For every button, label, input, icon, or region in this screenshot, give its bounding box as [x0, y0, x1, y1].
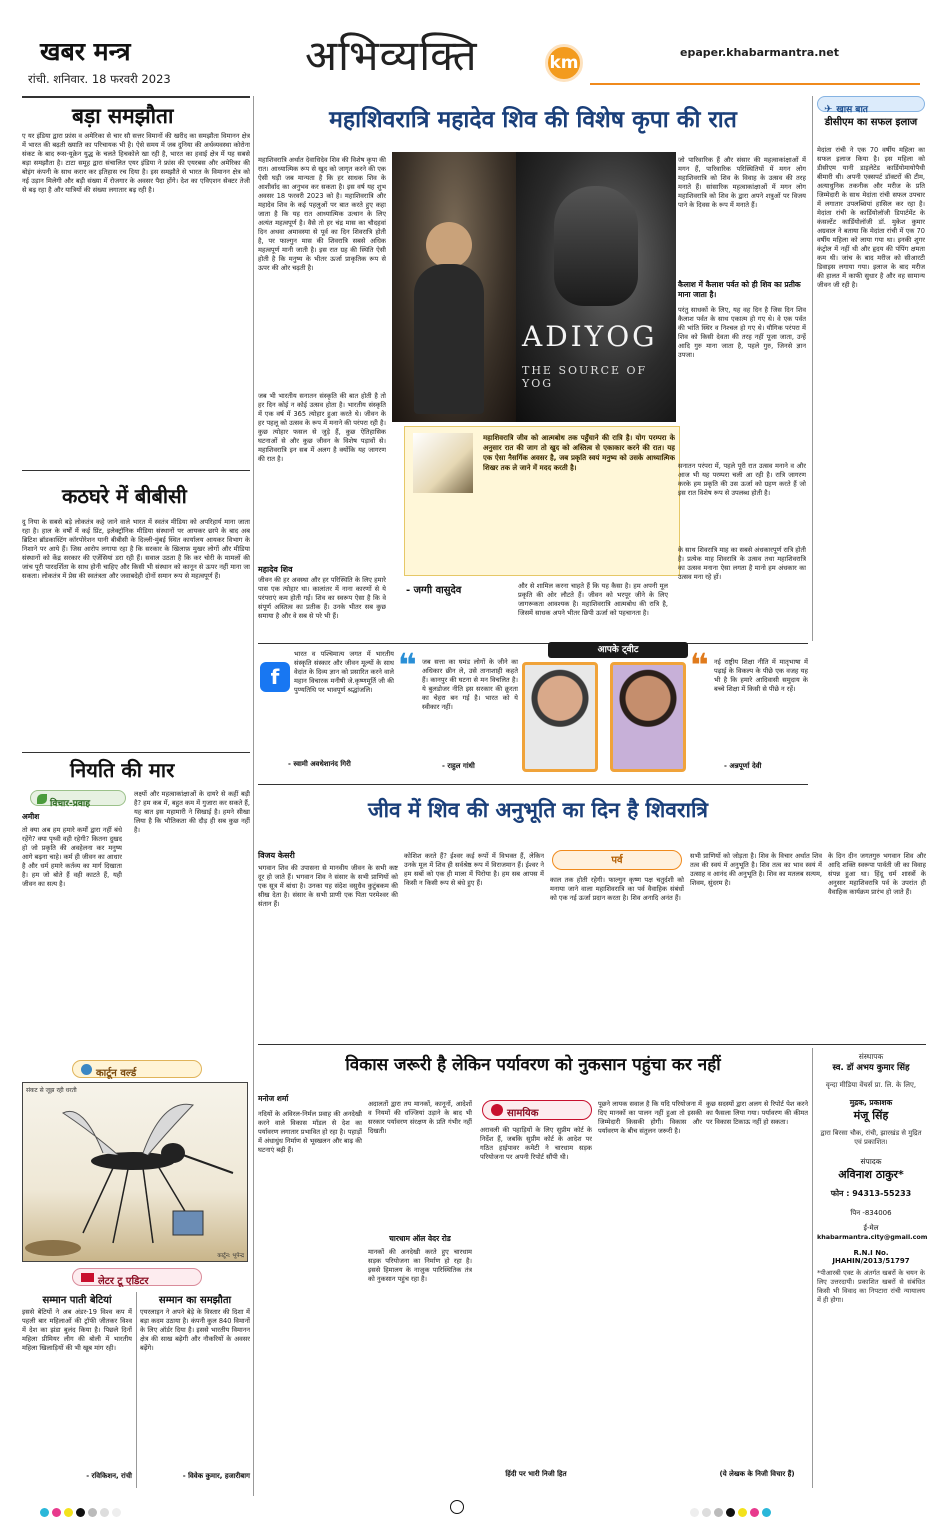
social-quote: नई राष्ट्रीय शिक्षा नीति में मातृभाषा में पढ़ाई के विकल्प के पीछे एक वजह यह भी है कि हमारे आदिवासी समुदाय के बच्चे शिक्षा में किसी से पीछे न रहें।	[714, 658, 808, 693]
lead-column: जब भी भारतीय सनातन संस्कृति की बात होती है तो हर दिन कोई न कोई उत्सव होता है। भारतीय संस्कृति में एक वर्ष में 365 त्योहार हुआ करते थे। जीवन के हर पहलू को उत्सव के रूप में मनाने की परंपरा रही है। कुछ त्योहार फसल से जुड़े हैं, कुछ ऐतिहासिक घटनाओं से और कुछ जीवन के विशेष पड़ावों से। महाशिवरात्रि इन सब में अलग है क्योंकि यह जागरण की रात है।	[258, 392, 386, 463]
third-footline: हिंदी पर भारी निजी हित	[505, 1470, 567, 1478]
airplane-icon: ✈	[824, 104, 833, 115]
imprint-line: अविनाश ठाकुर*	[838, 1168, 904, 1181]
second-column: काल तक होती रहेगी। फाल्गुन कृष्ण पक्ष चतुर्दशी को मनाया जाने वाला महाशिवरात्रि का पर्व वैवाहिक संबंधों को एक नई ऊर्जा प्रदान करता है। शिव अनादि अनंत हैं।	[550, 876, 684, 902]
rule	[22, 96, 250, 98]
photo-text: THE SOURCE OF YOG	[522, 364, 648, 390]
letter-author: - रविकिशन, रांची	[86, 1472, 132, 1480]
social-quote: जब सत्ता का घमंड लोगों के जीने का अधिकार छीन ले, उसे तानाशाही कहते हैं। कानपुर की घटना से मन विचलित है। ये बुलडोजर नीति इस सरकार की क्रूरता का चेहरा बन गई है। भारत को ये स्वीकार नहीं।	[422, 658, 518, 711]
second-story	[258, 788, 926, 1038]
social-quote-author: - स्वामी अवधेशानंद गिरी	[288, 760, 351, 768]
third-subhead: चारधाम ऑल वेदर रोड	[389, 1234, 451, 1243]
letter-body: इससे बेटियों ने अब अंडर-19 विश्व कप में पहली बार महिलाओं की ट्रॉफी जीतकर विश्व में देश का झंडा बुलंद किया है। पिछले दिनों महिला प्रीमियर लीग की बोली में भारतीय महिला खिलाड़ियों की भी खूब मांग रही।	[22, 1308, 132, 1352]
imprint-line: *पीआरबी एक्ट के अंतर्गत खबरों के चयन के लिए उत्तरदायी। प्रकाशित खबरों से संबंधित किसी भी विवाद का निपटारा रांची न्यायालय में ही होगा।	[817, 1269, 925, 1304]
imprint-line: मुद्रक, प्रकाशक	[849, 1098, 893, 1107]
lead-column: के साथ शिवरात्रि माह का सबसे अंधकारपूर्ण रात्रि होती है। प्रत्येक माह शिवरात्रि के उत्सव तथा महाशिवरात्रि का उत्सव मनाना ऐसा लगता है मानो हम अंधकार का उत्सव मना रहे हों।	[678, 546, 806, 581]
lead-column: जीवन की हर अवस्था और हर परिस्थिति के लिए हमारे पास एक त्योहार था। कालांतर में नाना कारणों से ये परंपराएं कम होती गईं। शिव का स्वरूप ऐसा है कि वे संपूर्ण अस्तित्व का प्रतीक हैं। उनके भीतर सब कुछ समाया है और वे सब से परे भी हैं।	[258, 576, 386, 620]
khaas-label: खास बात	[836, 105, 868, 115]
samayik-label: सामयिक	[507, 1108, 539, 1119]
masthead	[0, 0, 945, 96]
lead-column: सनातन परंपरा में, पहले पूरी रात उत्सव मनाने व और आज भी यह परम्परा चली आ रही है। रात्रि जागरण करके हम प्रकृति की उस ऊर्जा को ग्रहण करते हैं जो इस रात विशेष रूप से उपलब्ध होती है।	[678, 462, 806, 497]
imprint-line: संपादक	[860, 1157, 882, 1166]
lead-column: महाशिवरात्रि अर्थात देवाधिदेव शिव की विशेष कृपा की रात। आध्यात्मिक रूप से खुद को जागृत करने की एक ऐसी घड़ी जब मान्यता है कि हर साधक शिव के आशीर्वाद का अनुभव कर सकता है। इस वर्ष यह शुभ अवसर 18 फरवरी 2023 को है। महाशिवरात्रि और महादेव शिव के कई पहलुओं पर बात करते हुए कहा जाता है कि यह रात आध्यात्मिक उत्थान के लिए अत्यंत महत्वपूर्ण है। वैसे तो हर चंद्र मास का चौदहवां दिन अथवा अमावस्या से पूर्व का दिन शिवरात्रि होती है, पर फाल्गुन मास की शिवरात्रि सबसे अधिक महत्वपूर्ण मानी जाती है। इस रात ग्रह की स्थिति ऐसी होती है कि मनुष्य के भीतर ऊर्जा प्राकृतिक रूप से ऊपर की ओर चढ़ती है।	[258, 156, 386, 272]
khaas-baat	[817, 96, 925, 656]
avatar	[522, 662, 598, 772]
quote-mark-icon: ❝	[398, 646, 417, 684]
adiyogi-face	[554, 186, 638, 306]
social-quote: भारत व पश्चिमात्य जगत में भारतीय संस्कृति संस्कार और जीवन मूल्यों के साथ वेदांत के दिव्य ज्ञान को प्रसारित करने वाले महान विचारक मनीषी जे.कृष्णमूर्ति जी की पुण्यतिथि पर भावपूर्ण श्रद्धांजलि।	[294, 650, 394, 694]
third-column: अदालतों द्वारा तय मानकों, कानूनों, आदेशों व नियमों की धज्जियां उड़ाने के बाद भी सरकार पर्यावरण संरक्षण के प्रति गंभीर नहीं दिखती।	[368, 1100, 472, 1135]
section-title: अभिव्यक्ति	[305, 31, 478, 80]
rule	[22, 752, 250, 753]
rule	[258, 1044, 926, 1045]
lead-byline: - जग्गी वासुदेव	[406, 585, 462, 596]
second-column: सभी प्राणियों को जोड़ता है। शिव के विचार अर्थात शिव तत्व की स्वयं में अनुभूति है। शिव तत्व का भाव स्वयं में उत्साह व आनंद की अनुभूति है। शिव का मतलब सत्यम, शिवम, सुंदरम है।	[690, 852, 822, 887]
editorial-column	[22, 96, 250, 1506]
social-strip	[258, 645, 808, 780]
envelope-icon	[81, 1273, 94, 1282]
avatar	[610, 662, 686, 772]
imprint-email[interactable]: khabarmantra.city@gmail.com	[817, 1233, 928, 1241]
cartoon-caption: संकट से जूझ रही धरती	[26, 1087, 77, 1094]
rule	[258, 643, 808, 644]
vichar-body-continued: लक्ष्यों और महत्वाकांक्षाओं के दायरे से कहीं बड़ी है? हम कब में, बहुत कम में गुजारा कर सकते हैं, यह बात इस महामारी ने सिखाई है। हमने सीखा लिया है कि भौतिकता की दौड़ ही सब कुछ नहीं है।	[134, 790, 250, 834]
lead-story	[258, 96, 808, 641]
dateline: रांची. शनिवार. 18 फरवरी 2023	[28, 72, 171, 86]
column-divider	[812, 96, 813, 641]
tweet-label: आपके ट्वीट	[597, 645, 639, 655]
globe-icon	[81, 1064, 92, 1075]
lead-column: परंतु साधकों के लिए, यह वह दिन है जिस दिन शिव कैलाश पर्वत के साथ एकात्म हो गए थे। वे एक पर्वत की भांति स्थिर व निश्चल हो गए थे। यौगिक परंपरा में शिव को किसी देवता की तरह नहीं पूजा जाता, उन्हें आदि गुरु माना जाता है, पहले गुरु, जिनसे ज्ञान उपजा।	[678, 306, 806, 359]
parva-badge	[552, 850, 682, 870]
rule	[22, 470, 250, 471]
third-column: अरावली की पहाड़ियों के लिए सुप्रीम कोर्ट के निर्देश हैं, जबकि सुप्रीम कोर्ट के आदेश पर गठित हाईपावर कमेटी ने चारधाम सड़क परियोजना पर अपनी रिपोर्ट सौंपी थी।	[480, 1126, 592, 1161]
second-column: भगवान शिव की उपासना से मानवीय जीवन के सभी कष्ट दूर हो जाते हैं। भगवान शिव ने संसार के सभी प्राणियों को एक सूत्र में बांधा है। उनका यह संदेश वसुधैव कुटुंबकम की सीख देता है। संसार के सभी प्राणी एक पिता परमेश्वर की संतान हैं।	[258, 864, 398, 908]
letters-label-badge	[72, 1268, 202, 1286]
cartoon-label: कार्टून वर्ल्ड	[96, 1068, 137, 1079]
editorial-title: नियति की मार	[70, 758, 175, 782]
vichar-label-badge	[30, 790, 126, 809]
photo-text: ADIYOG	[522, 320, 658, 353]
cartoon-credit: कार्टून: भूपेन्द्र	[217, 1253, 244, 1259]
imprint	[817, 1052, 928, 1492]
third-story	[258, 1048, 808, 1488]
third-byline: मनोज शर्मा	[258, 1094, 289, 1103]
letters-label: लेटर टू एडिटर	[98, 1276, 149, 1287]
imprint-line: स्व. डॉ अभय कुमार सिंह	[832, 1063, 910, 1073]
third-footline: (ये लेखक के निजी विचार हैं)	[719, 1470, 795, 1478]
quote-box	[404, 426, 680, 576]
social-quote-author: - अन्नपूर्णा देवी	[724, 762, 762, 770]
imprint-line: फोन : 94313-55233	[830, 1189, 912, 1198]
rule	[258, 784, 808, 785]
column-divider	[253, 96, 254, 1496]
footer-registration-marks	[40, 1502, 124, 1517]
samayik-badge	[482, 1100, 592, 1120]
editorial-title: बड़ा समझौता	[72, 103, 174, 128]
cartoon-label-badge	[72, 1060, 202, 1078]
editorial-body: ए यर इंडिया द्वारा फ्रांस व अमेरिका से चार सौ सत्तर विमानों की खरीद का समझौता विमानन क्षेत्र में भारत की बढ़ती ख्याति का परिचायक भी है। ऐसे समय में जब दुनिया की अर्थव्यवस्था कोरोना संकट के बाद रूस-यूक्रेन युद्ध के चलते हिचकोले खा रही है, भारत का हवाई क्षेत्र में यह सबसे बड़ा समझौता है। टाटा समूह द्वारा संचालित एयर इंडिया ने फ्रांस की एयरबस और अमेरिका की बोइंग कंपनी के साथ करार कर इतिहास रच दिया है। इस समझौते से भारत के विमानन क्षेत्र को नई उड़ान मिलेगी और बड़ी संख्या में रोजगार के अवसर पैदा होंगे। देश का एविएशन सेक्टर तेजी से बढ़ रहा है और यात्रियों की संख्या लगातार बढ़ रही है।	[22, 132, 250, 194]
second-column: कोशिश करते हैं? ईश्वर कई रूपों में विभक्त हैं, लेकिन उनके मूल में शिव ही सर्वश्रेष्ठ रूप में विराजमान हैं। ईश्वर ने हम सबों को एक ही माला में पिरोया है। हम सब आपस में किसी न किसी रूप से बंधे हुए हैं।	[404, 852, 544, 887]
cartoon-image	[22, 1082, 248, 1262]
column-divider	[812, 1048, 813, 1488]
vichar-author: अमीश	[22, 812, 40, 821]
editorial-body: दु निया के सबसे बड़े लोकतंत्र कहे जाने वाले भारत में स्वतंत्र मीडिया को अपरिहार्य माना जाता रहा है। हाल के वर्षों में कई प्रिंट, इलेक्ट्रॉनिक मीडिया संस्थानों पर आयकर छापे के बाद अब ब्रिटिश ब्रॉडकास्टिंग कॉरपोरेशन यानी बीबीसी के दिल्ली-मुंबई स्थित कार्यालय आयकर विभाग के निशाने पर आये हैं। जिस आरोप लगाया रहा है कि सरकार के खिलाफ़ मुखर लोगों और मीडिया संस्थानों को केंद्र सरकार की एजेंसियां डरा रही हैं। सवाल उठता है कि कर चोरी के मामलों की जांच पूरी पारदर्शिता के साथ होनी चाहिए और किसी भी संस्थान को कानून से ऊपर नहीं माना जा सकता। लोकतंत्र में प्रेस की स्वतंत्रता और जवाबदेही दोनों समान रूप से महत्वपूर्ण हैं।	[22, 518, 250, 580]
sadhguru-photo	[392, 152, 516, 422]
lead-headline: महाशिवरात्रि महादेव शिव की विशेष कृपा की रात	[329, 107, 737, 133]
letter-title: सम्मान का समझौता	[158, 1295, 232, 1306]
imprint-line: पिन -834006	[850, 1209, 892, 1217]
crosshair-icon	[450, 1500, 464, 1514]
website-url[interactable]: epaper.khabarmantra.net	[680, 46, 839, 59]
second-column: के दिन दीन जगतगुरु भगवान शिव और आदि शक्ति स्वरूपा पार्वती जी का विवाह संपन्न हुआ था। हिंदू धर्म शास्त्रों के अनुसार महाशिवरात्रि पर्व के उपरांत ही वैवाहिक कार्यक्रम प्रारंभ हो जाते हैं।	[828, 852, 926, 896]
portrait-figure	[426, 222, 472, 268]
leaf-icon	[37, 794, 47, 804]
divider	[136, 1292, 137, 1488]
letter-title: सम्मान पाती बेटियां	[42, 1295, 112, 1306]
samayik-icon	[491, 1104, 503, 1116]
social-quote-author: - राहुल गांधी	[442, 762, 475, 770]
imprint-line: द्वारा बिरसा चौक, रांची, झारखंड से मुद्रित एवं प्रकाशित।	[820, 1129, 922, 1146]
vichar-label: विचार-प्रवाह	[50, 799, 91, 809]
third-headline: विकास जरूरी है लेकिन पर्यावरण को नुकसान पहुंचा कर नहीं	[345, 1055, 721, 1075]
lead-subhead: महादेव शिव	[258, 565, 293, 574]
letter-author: - विवेक कुमार, हजारीबाग	[182, 1472, 250, 1480]
facebook-icon[interactable]: f	[260, 662, 290, 692]
quote-text: महाशिवरात्रि जीव को आत्मबोध तक पहुँचाने की रात्रि है। योग परम्परा के अनुसार रात की जाग तो खुद को अस्तित्व से एकाकार करने की रात। यह एक ऐसा नैसर्गिक अवसर है, जब प्रकृति स्वयं मनुष्य को उसके आध्यात्मिक शिखर तक ले जाने में मदद करती है।	[483, 434, 675, 472]
third-column: मानकों की अनदेखी करते हुए चारधाम सड़क परियोजना का निर्माण हो रहा है। इससे हिमालय के नाजुक पारिस्थितिक तंत्र को नुकसान पहुंच रहा है।	[368, 1248, 472, 1283]
third-column: नदियों के अविरल-निर्मल प्रवाह की अनदेखी करने वाले विकास मॉडल से देश का पर्यावरण लगातार प्रभावित हो रहा है। पहाड़ों में अंधाधुंध निर्माण से भूस्खलन और बाढ़ की घटनाएं बढ़ी हैं।	[258, 1110, 362, 1154]
third-column: पूछने लायक सवाल है कि यदि परियोजना में दिए मानकों का पालन नहीं हुआ तो इसकी जिम्मेदारी किसकी होगी। विकास और पर्यावरण के बीच संतुलन जरूरी है।	[598, 1100, 702, 1135]
portrait-figure	[414, 264, 484, 414]
adiyogi-photo	[516, 152, 676, 422]
imprint-line: संस्थापक	[858, 1052, 884, 1061]
khaas-label-badge	[817, 96, 925, 115]
masthead-rule	[590, 83, 920, 85]
khaas-title: डीसीएम का सफल इलाज	[824, 117, 918, 128]
logo-text: km	[549, 53, 579, 73]
editorial-title: कठघरे में बीबीसी	[62, 484, 187, 508]
imprint-line: वृन्दा मीडिया वेंचर्स प्रा. लि. के लिए,	[825, 1081, 917, 1089]
lead-subhead: कैलाश में कैलाश पर्वत को ही शिव का प्रतीक माना जाता है।	[678, 280, 801, 299]
pen-icon	[413, 433, 473, 493]
vichar-body: तो क्या अब हम हमारे कर्मों द्वारा नहीं बंधे रहेंगे? क्या पृथ्वी वही रहेगी? कितना दुखद हो जो प्रकृति की अवहेलना कर मनुष्य आगे बढ़ना चाहे। कर्म ही जीवन का आधार है और धर्म हमारे कर्तव्य का मार्ग दिखाता है। हम जो बोते हैं वही काटते हैं, यही जीवन का सत्य है।	[22, 826, 122, 888]
imprint-line: R.N.I No.	[853, 1249, 889, 1257]
parva-label: पर्व	[611, 855, 623, 866]
second-byline: विजय केसरी	[258, 851, 295, 860]
paper-name: खबर मन्त्र	[40, 37, 131, 66]
letter-body: एयरलाइन ने अपने बेड़े के विस्तार की दिशा में बड़ा कदम उठाया है। कंपनी कुल 840 विमानों के लिए ऑर्डर दिया है। इससे भारतीय विमानन क्षेत्र की साख बढ़ेगी और नौकरियों के अवसर बढ़ेंगे।	[140, 1308, 250, 1352]
imprint-line: JHAHIN/2013/51797	[832, 1257, 910, 1265]
mosquito-icon	[23, 1083, 248, 1262]
quote-mark-icon: ❝	[690, 646, 709, 684]
second-headline: जीव में शिव की अनुभूति का दिन है शिवरात्रि	[368, 798, 708, 822]
lead-column: जो पारिवारिक हैं और संसार की महत्वाकांक्षाओं में मगन हैं, पारिवारिक परिस्थितियों में मगन लोग महाशिवरात्रि को शिव के विवाह के उत्सव की तरह मनाते हैं। सांसारिक महत्वाकांक्षाओं में मगन लोग महाशिवरात्रि को शिव के द्वारा अपने शत्रुओं पर विजय पाने के दिवस के रूप में मनाते हैं।	[678, 156, 806, 209]
logo	[545, 44, 583, 82]
khaas-body: मेदांता रांची ने एक 70 वर्षीय महिला का सफल इलाज किया है। इस महिला को डीसीएम यानी डाइलेटेड कार्डियोमायोपैथी बीमारी थी। अपनी एक्सपर्ट डॉक्टरों की टीम, अत्याधुनिक तकनीक और मरीज के प्रति जिम्मेदारी के साथ मेदांता रांची सफल उपचार में लगातार उपलब्धियां हासिल कर रहा है। मेदांता रांची के कार्डियोलॉजी डिपार्टमेंट के कंसल्टेंट कार्डियोलॉजी डॉ. मुकेश कुमार अग्रवाल ने बताया कि मेदांता रांची में एक 70 वर्षीय महिला को लाया गया था। इनकी शुगर कंट्रोल में नहीं थी और हृदय की पंपिंग क्षमता कम थी। जांच के बाद मरीज को सीआरटी डिवाइस लगाया गया। इलाज के बाद मरीज की हालत में काफी सुधार है और वह सामान्य जीवन जी रही है।	[817, 146, 925, 289]
tweet-label-badge	[548, 642, 688, 658]
lead-column: और से शामिल करना चाहते हैं कि यह कैसा है। हम अपनी मूल प्रकृति की ओर लौटते हैं। जीवन को भरपूर जीने के लिए जागरूकता आवश्यक है। महाशिवरात्रि आत्मबोध की रात्रि है, जिसमें साधक अपने भीतर छिपी ऊर्जा को पहचानता है।	[518, 582, 668, 617]
third-column: कुछ सदस्यों द्वारा अलग से रिपोर्ट पेश करने का फैसला लिया गया। पर्यावरण की कीमत पर विकास टिकाऊ नहीं हो सकता।	[706, 1100, 808, 1126]
imprint-line: मंजू सिंह	[853, 1109, 889, 1122]
imprint-line: ई-मेल	[863, 1224, 879, 1232]
footer-registration-marks	[690, 1502, 774, 1517]
